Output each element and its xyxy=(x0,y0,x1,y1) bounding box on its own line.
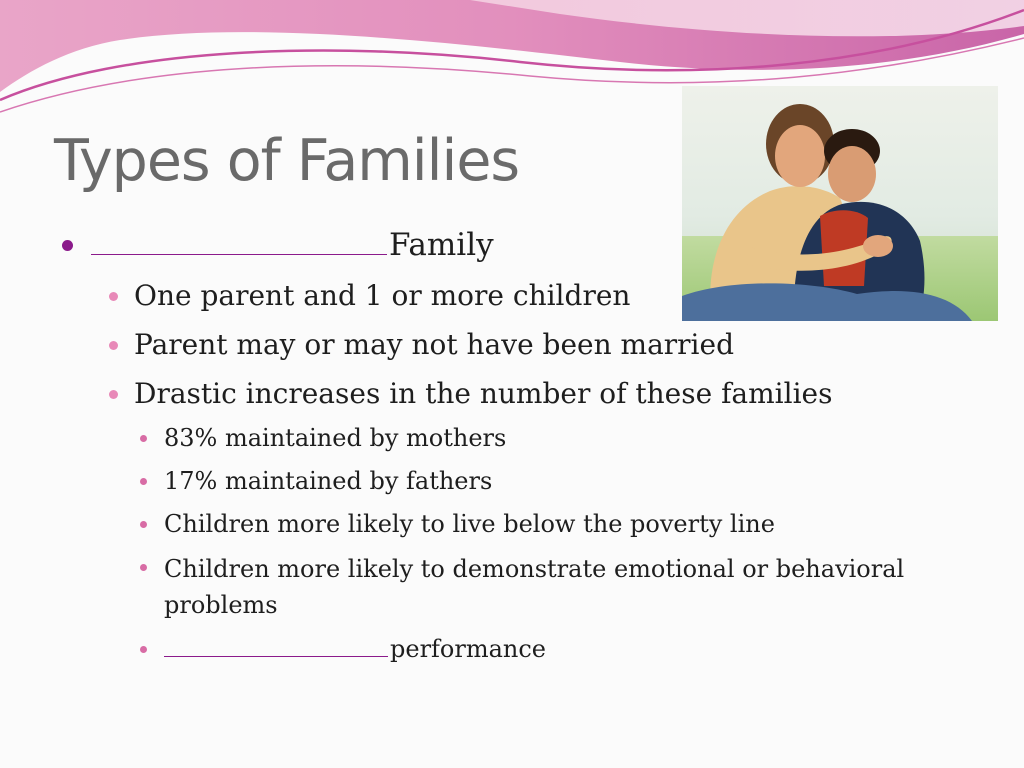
list-item-text: 83% maintained by mothers xyxy=(164,424,507,452)
slide-title: Types of Families xyxy=(54,128,520,194)
list-item-family xyxy=(62,226,494,264)
bullet-icon xyxy=(109,292,118,301)
list-item-text: Children more likely to live below the poverty line xyxy=(164,510,775,538)
bullet-icon xyxy=(109,390,118,399)
bullet-icon xyxy=(109,341,118,350)
family-label: Family xyxy=(389,227,494,263)
list-item xyxy=(107,375,832,413)
list-item-text: Drastic increases in the number of these families xyxy=(134,377,833,410)
bullet-icon xyxy=(140,478,147,485)
bullet-icon xyxy=(140,521,147,528)
list-item xyxy=(107,277,832,315)
bullet-icon xyxy=(140,435,147,442)
bullet-icon xyxy=(62,240,73,251)
list-item xyxy=(138,551,979,623)
fill-in-blank xyxy=(91,229,387,255)
list-item-text: Children more likely to demonstrate emotional or behavioral problems xyxy=(164,555,905,619)
sub-sub-bullet-list xyxy=(138,422,979,676)
list-item-text: 17% maintained by fathers xyxy=(164,467,493,495)
list-item xyxy=(138,465,979,498)
main-bullet-list xyxy=(62,226,494,264)
list-item-text: Parent may or may not have been married xyxy=(134,328,735,361)
list-item xyxy=(107,326,832,364)
list-item-performance xyxy=(138,633,979,666)
sub-bullet-list xyxy=(107,277,832,424)
bullet-icon xyxy=(140,564,147,571)
list-item xyxy=(138,422,979,455)
bullet-icon xyxy=(140,646,147,653)
fill-in-blank xyxy=(164,637,388,657)
list-item-text: One parent and 1 or more children xyxy=(134,279,631,312)
performance-label: performance xyxy=(390,635,547,663)
list-item xyxy=(138,508,979,541)
